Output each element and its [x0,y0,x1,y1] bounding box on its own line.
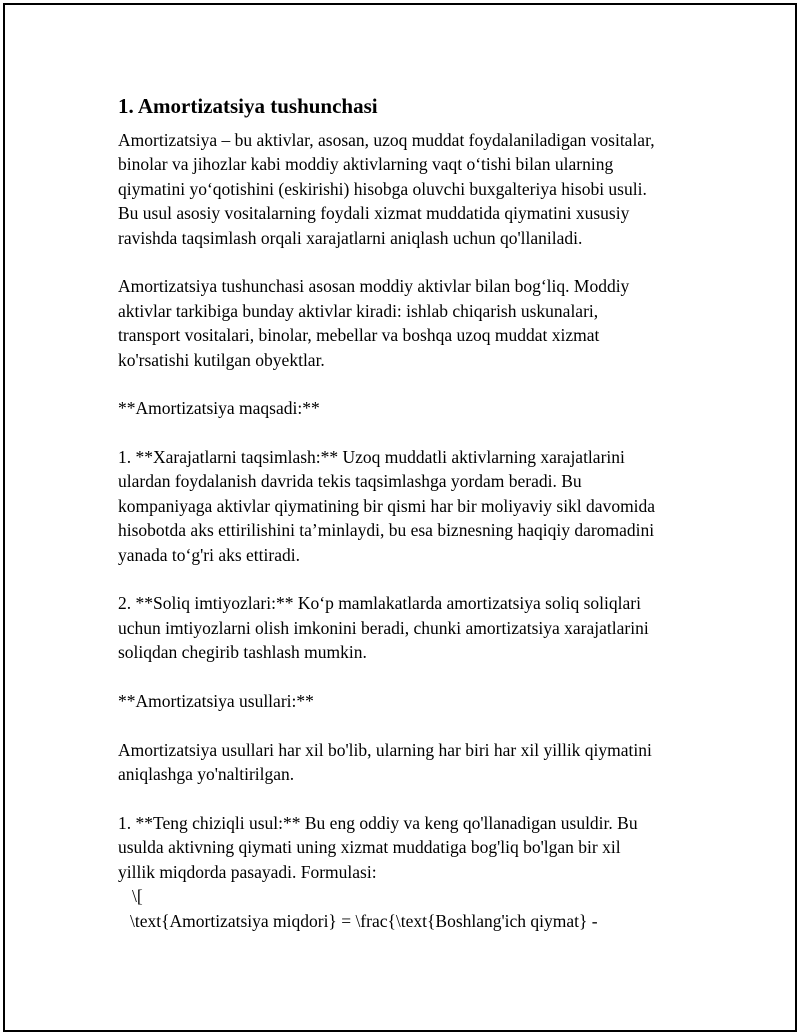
paragraph-definition [118,128,698,250]
list-item-straight-line-method [118,811,698,884]
text-line: aktivlar tarkibiga bunday aktivlar kiradi: ishlab chiqarish uskunalari, [118,300,599,321]
text-line: aniqlashga yo'naltirilgan. [118,764,295,785]
text-line: ulardan foydalanish davrida tekis taqsimlashga yordam beradi. Bu [118,471,582,492]
document-body [118,92,698,933]
paragraph-gap [118,250,698,274]
text-line: 1. **Xarajatlarni taqsimlash:** Uzoq muddatli aktivlarning xarajatlarini [118,447,625,468]
list-item-tax-benefits [118,591,698,664]
text-line: 2. **Soliq imtiyozlari:** Koʻp mamlakatlarda amortizatsiya soliq soliqlari [118,593,641,614]
paragraph-gap [118,567,698,591]
subheading-methods [118,689,698,713]
text-line: usulda aktivning qiymati uning xizmat muddatiga bog'liq bo'lgan bir xil [118,837,621,858]
text-line: **Amortizatsiya usullari:** [118,690,314,711]
paragraph-methods-intro [118,738,698,787]
text-line: transport vositalari, binolar, mebellar va boshqa uzoq muddat xizmat [118,325,600,346]
section-heading: 1. Amortizatsiya tushunchasi [118,94,378,118]
text-line: qiymatini yoʻqotishini (eskirishi) hisobga oluvchi buxgalteriya hisobi usuli. [118,178,647,199]
formula-block [118,884,698,933]
subheading-purpose [118,396,698,420]
paragraph-gap [118,787,698,811]
text-line: hisobotda aks ettirilishini taʼminlaydi, bu esa biznesning haqiqiy daromadini [118,520,655,541]
text-line: binolar va jihozlar kabi moddiy aktivlarning vaqt oʻtishi bilan ularning [118,154,614,175]
text-line: yanada toʻg'ri aks ettiradi. [118,544,300,565]
text-line: Amortizatsiya tushunchasi asosan moddiy aktivlar bilan bogʻliq. Moddiy [118,276,630,297]
text-line: Amortizatsiya – bu aktivlar, asosan, uzoq muddat foydalaniladigan vositalar, [118,130,655,150]
text-line: Amortizatsiya usullari har xil bo'lib, ularning har biri har xil yillik qiymatini [118,739,652,760]
text-line: yillik miqdorda pasayadi. Formulasi: [118,861,377,882]
text-line: **Amortizatsiya maqsadi:** [118,398,320,419]
text-line: 1. **Teng chiziqli usul:** Bu eng oddiy va keng qo'llanadigan usuldir. Bu [118,812,638,833]
text-line: ko'rsatishi kutilgan obyektlar. [118,349,325,370]
formula-line: \text{Amortizatsiya miqdori} = \frac{\text{Boshlang'ich qiymat} - [130,910,598,931]
text-line: Bu usul asosiy vositalarning foydali xizmat muddatida qiymatini xususiy [118,203,630,224]
formula-line: \[ [132,886,143,907]
paragraph-gap [118,421,698,445]
text-line: uchun imtiyozlarni olish imkonini beradi, chunki amortizatsiya xarajatlarini [118,617,649,638]
text-line: ravishda taqsimlash orqali xarajatlarni aniqlash uchun qo'llaniladi. [118,227,583,248]
paragraph-gap [118,713,698,737]
text-line: soliqdan chegirib tashlash mumkin. [118,642,367,663]
text-line: kompaniyaga aktivlar qiymatining bir qismi har bir moliyaviy sikl davomida [118,495,656,516]
paragraph-gap [118,665,698,689]
paragraph-gap [118,372,698,396]
list-item-cost-allocation [118,445,698,567]
paragraph-tangible-assets [118,274,698,372]
